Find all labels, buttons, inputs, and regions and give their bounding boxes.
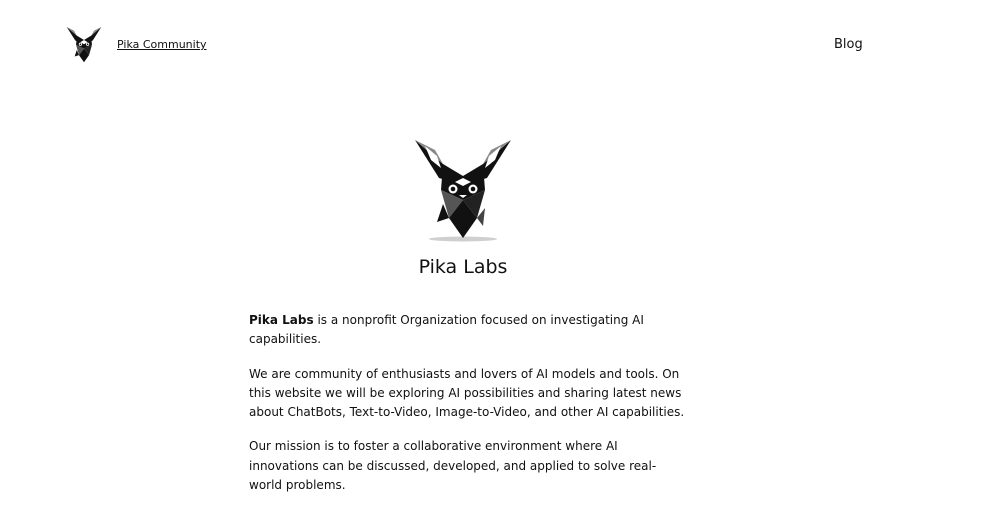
logo-shape-group bbox=[67, 27, 102, 62]
intro-paragraph bbox=[249, 311, 689, 350]
intro-bold-name: Pika Labs bbox=[249, 313, 314, 327]
site-header bbox=[0, 0, 1000, 90]
pika-hero-logo-icon bbox=[412, 138, 514, 242]
community-paragraph: We are community of enthusiasts and lovers of AI models and tools. On this website we will be exploring AI possibilities and sharing latest news about ChatBots, Text-to-Video, Image-to-Video, and other AI capabilities. bbox=[249, 366, 685, 420]
intro-text: is a nonprofit Organization focused on investigating AI capabilities. bbox=[249, 313, 644, 347]
pika-logo-icon[interactable] bbox=[66, 26, 102, 64]
nav-link-blog[interactable]: Blog bbox=[834, 37, 863, 52]
brand-link-pika-community[interactable]: Pika Community bbox=[117, 38, 207, 51]
about-section bbox=[249, 311, 689, 510]
mission-paragraph: Our mission is to foster a collaborative environment where AI innovations can be discussed, developed, and applied to solve real-world problems. bbox=[249, 439, 657, 493]
hero-logo-shape-group bbox=[415, 140, 511, 242]
page-title: Pika Labs bbox=[418, 256, 508, 278]
